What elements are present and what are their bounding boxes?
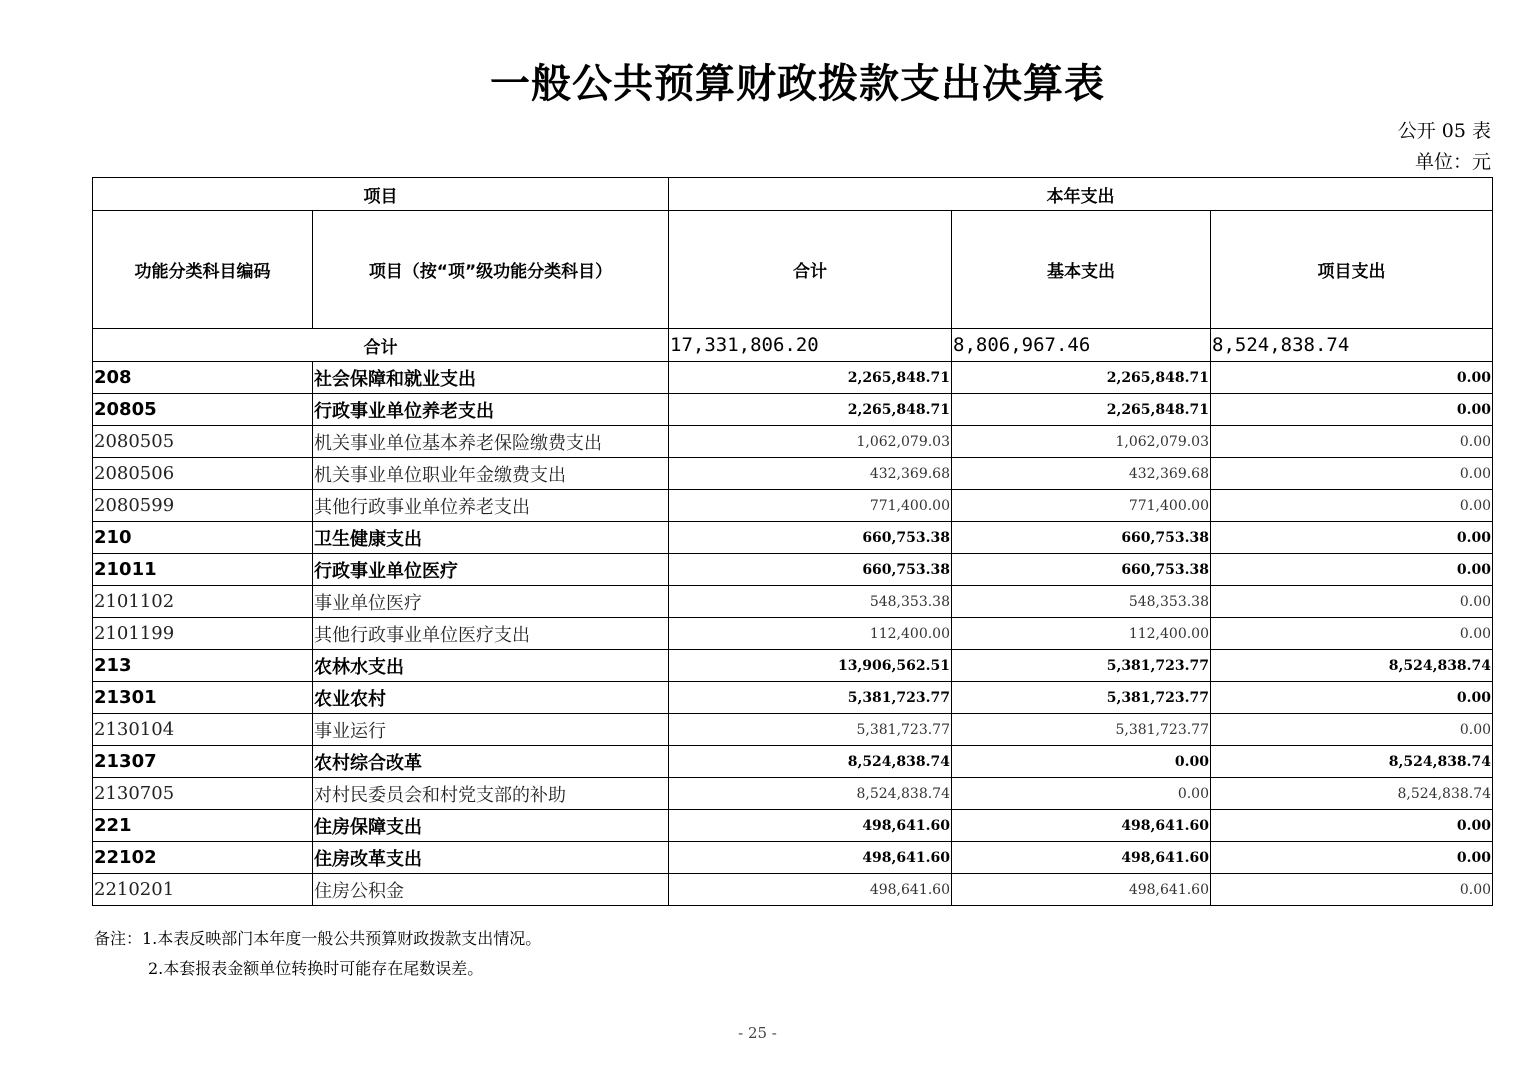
row-code: 213: [93, 650, 313, 682]
row-total: 112,400.00: [669, 618, 952, 650]
row-basic: 5,381,723.77: [952, 714, 1211, 746]
row-total: 5,381,723.77: [669, 714, 952, 746]
row-name: 住房公积金: [313, 874, 669, 906]
table-row: [93, 778, 1493, 810]
row-basic: 2,265,848.71: [952, 394, 1211, 426]
page-title: 一般公共预算财政拨款支出决算表: [490, 60, 1105, 107]
row-name: 机关事业单位基本养老保险缴费支出: [313, 426, 669, 458]
header-code: 功能分类科目编码: [93, 211, 313, 329]
row-basic: 660,753.38: [952, 554, 1211, 586]
row-code: 2130104: [93, 714, 313, 746]
header-total: 合计: [669, 211, 952, 329]
row-name: 住房保障支出: [313, 810, 669, 842]
row-project: 0.00: [1211, 842, 1493, 874]
header-row-sub: [93, 211, 1493, 329]
row-name: 行政事业单位医疗: [313, 554, 669, 586]
header-name: 项目（按“项”级功能分类科目）: [313, 211, 669, 329]
row-total: 660,753.38: [669, 554, 952, 586]
table-row: [93, 586, 1493, 618]
row-code: 221: [93, 810, 313, 842]
row-total: 498,641.60: [669, 842, 952, 874]
total-project: 8,524,838.74: [1211, 329, 1493, 362]
row-basic: 5,381,723.77: [952, 650, 1211, 682]
table-row: [93, 394, 1493, 426]
row-total: 2,265,848.71: [669, 394, 952, 426]
row-total: 13,906,562.51: [669, 650, 952, 682]
table-row: [93, 490, 1493, 522]
row-project: 0.00: [1211, 586, 1493, 618]
row-name: 卫生健康支出: [313, 522, 669, 554]
row-code: 210: [93, 522, 313, 554]
row-total: 432,369.68: [669, 458, 952, 490]
unit-label: 单位：元: [1414, 151, 1491, 173]
row-basic: 2,265,848.71: [952, 362, 1211, 394]
row-project: 0.00: [1211, 426, 1493, 458]
row-name: 社会保障和就业支出: [313, 362, 669, 394]
table-row: [93, 362, 1493, 394]
row-total: 1,062,079.03: [669, 426, 952, 458]
row-total: 498,641.60: [669, 874, 952, 906]
table-row: [93, 874, 1493, 906]
row-name: 住房改革支出: [313, 842, 669, 874]
row-code: 20805: [93, 394, 313, 426]
row-basic: 432,369.68: [952, 458, 1211, 490]
row-basic: 0.00: [952, 778, 1211, 810]
row-project: 0.00: [1211, 522, 1493, 554]
header-current-year: 本年支出: [669, 178, 1493, 211]
row-name: 其他行政事业单位医疗支出: [313, 618, 669, 650]
table-row: [93, 458, 1493, 490]
table-row: [93, 426, 1493, 458]
row-basic: 498,641.60: [952, 810, 1211, 842]
header-basic: 基本支出: [952, 211, 1211, 329]
total-sum: 17,331,806.20: [669, 329, 952, 362]
row-project: 0.00: [1211, 874, 1493, 906]
row-basic: 498,641.60: [952, 874, 1211, 906]
row-total: 771,400.00: [669, 490, 952, 522]
row-name: 事业运行: [313, 714, 669, 746]
row-code: 21301: [93, 682, 313, 714]
total-row: [93, 329, 1493, 362]
row-code: 2080506: [93, 458, 313, 490]
header-project: 项目支出: [1211, 211, 1493, 329]
row-total: 2,265,848.71: [669, 362, 952, 394]
row-basic: 548,353.38: [952, 586, 1211, 618]
row-name: 其他行政事业单位养老支出: [313, 490, 669, 522]
row-code: 21011: [93, 554, 313, 586]
row-total: 8,524,838.74: [669, 746, 952, 778]
form-number: 公开 05 表: [1397, 120, 1491, 142]
row-basic: 112,400.00: [952, 618, 1211, 650]
row-name: 农林水支出: [313, 650, 669, 682]
row-total: 660,753.38: [669, 522, 952, 554]
row-total: 548,353.38: [669, 586, 952, 618]
row-code: 2101199: [93, 618, 313, 650]
table-row: [93, 746, 1493, 778]
table-row: [93, 618, 1493, 650]
table-row: [93, 842, 1493, 874]
page-number: - 25 -: [738, 1024, 777, 1042]
row-code: 208: [93, 362, 313, 394]
row-total: 5,381,723.77: [669, 682, 952, 714]
table-row: [93, 682, 1493, 714]
row-project: 0.00: [1211, 362, 1493, 394]
row-project: 0.00: [1211, 810, 1493, 842]
row-project: 8,524,838.74: [1211, 650, 1493, 682]
row-name: 农业农村: [313, 682, 669, 714]
table-row: [93, 650, 1493, 682]
row-project: 0.00: [1211, 554, 1493, 586]
row-total: 8,524,838.74: [669, 778, 952, 810]
row-project: 8,524,838.74: [1211, 778, 1493, 810]
row-project: 0.00: [1211, 682, 1493, 714]
row-project: 0.00: [1211, 458, 1493, 490]
row-code: 21307: [93, 746, 313, 778]
table-row: [93, 554, 1493, 586]
row-basic: 660,753.38: [952, 522, 1211, 554]
row-basic: 498,641.60: [952, 842, 1211, 874]
row-project: 8,524,838.74: [1211, 746, 1493, 778]
expenditure-table: [92, 177, 1493, 906]
row-name: 事业单位医疗: [313, 586, 669, 618]
total-label: 合计: [93, 329, 669, 362]
row-name: 农村综合改革: [313, 746, 669, 778]
note-line-1: 备注：1.本表反映部门本年度一般公共预算财政拨款支出情况。: [94, 929, 542, 948]
row-project: 0.00: [1211, 490, 1493, 522]
row-code: 2101102: [93, 586, 313, 618]
row-name: 机关事业单位职业年金缴费支出: [313, 458, 669, 490]
row-project: 0.00: [1211, 714, 1493, 746]
total-basic: 8,806,967.46: [952, 329, 1211, 362]
table-row: [93, 714, 1493, 746]
row-name: 对村民委员会和村党支部的补助: [313, 778, 669, 810]
row-code: 2080505: [93, 426, 313, 458]
table-row: [93, 810, 1493, 842]
row-project: 0.00: [1211, 618, 1493, 650]
row-total: 498,641.60: [669, 810, 952, 842]
row-code: 2080599: [93, 490, 313, 522]
row-basic: 0.00: [952, 746, 1211, 778]
row-code: 2210201: [93, 874, 313, 906]
header-item: 项目: [93, 178, 669, 211]
row-basic: 1,062,079.03: [952, 426, 1211, 458]
row-project: 0.00: [1211, 394, 1493, 426]
row-name: 行政事业单位养老支出: [313, 394, 669, 426]
table-row: [93, 522, 1493, 554]
row-basic: 5,381,723.77: [952, 682, 1211, 714]
row-code: 2130705: [93, 778, 313, 810]
note-line-2: 2.本套报表金额单位转换时可能存在尾数误差。: [148, 959, 484, 978]
header-row-top: [93, 178, 1493, 211]
notes: [94, 928, 541, 988]
row-basic: 771,400.00: [952, 490, 1211, 522]
row-code: 22102: [93, 842, 313, 874]
